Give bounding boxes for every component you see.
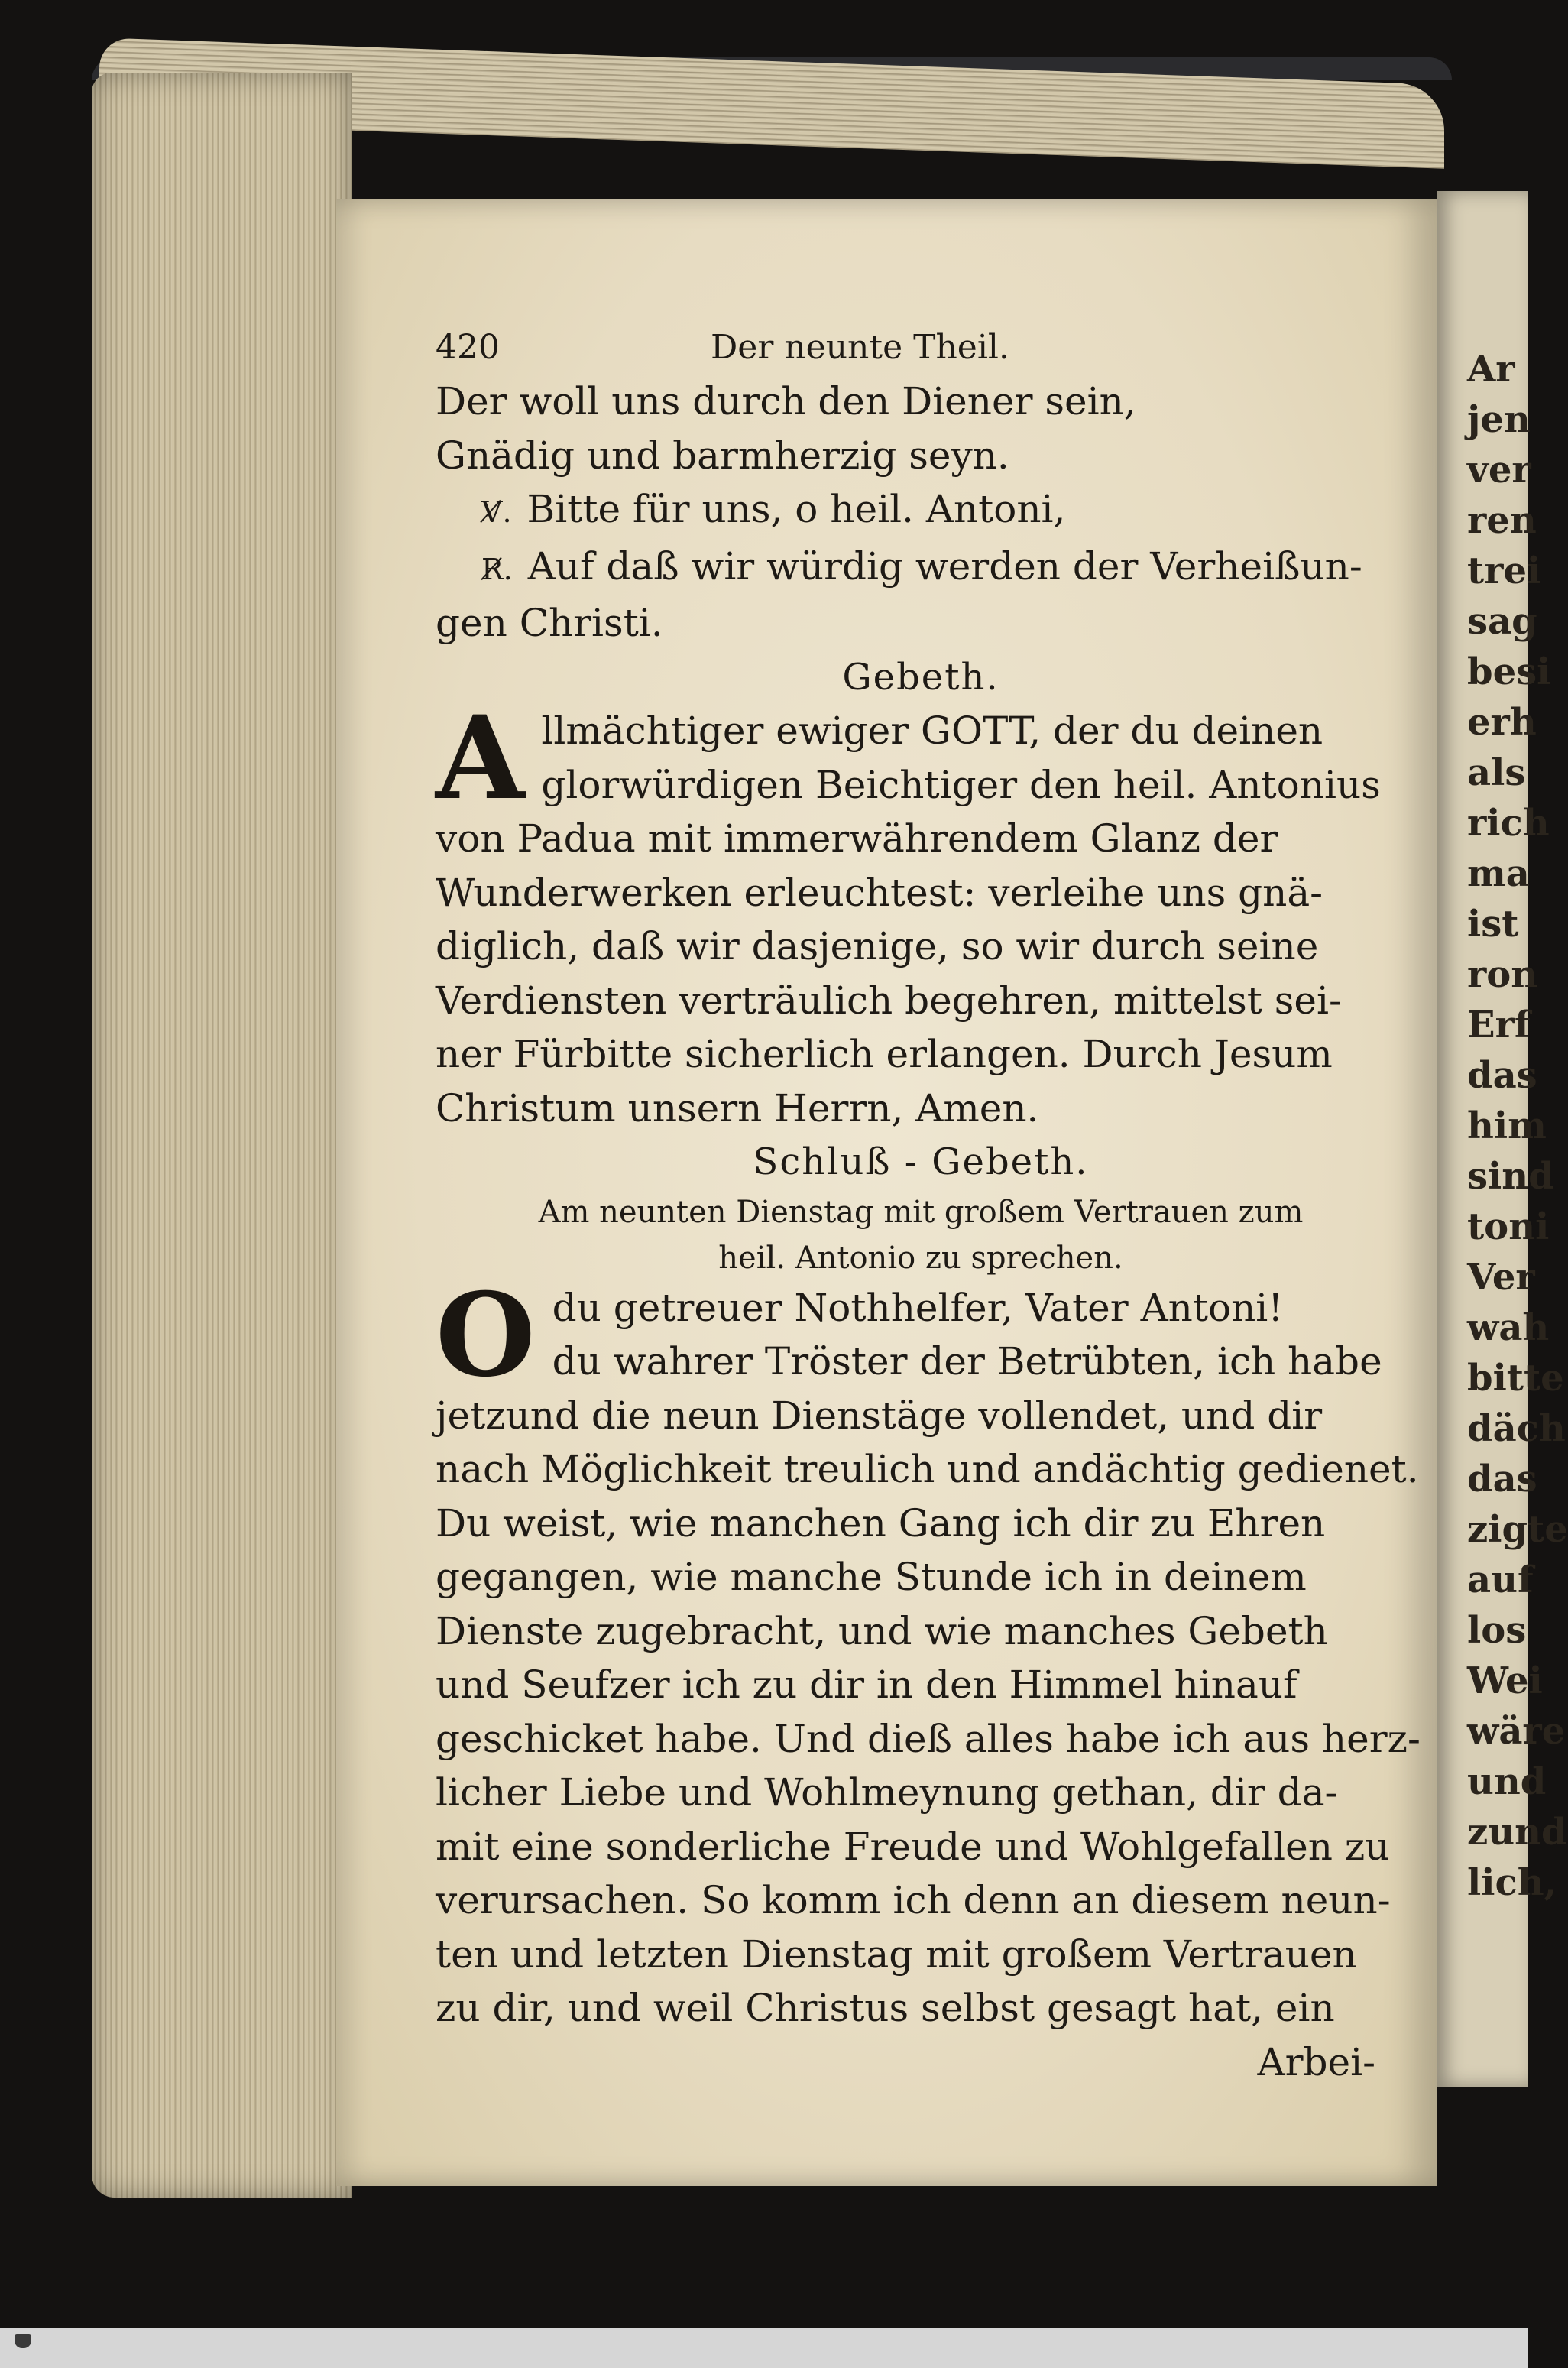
- facing-line: ist: [1467, 903, 1519, 946]
- facing-line: wah: [1467, 1306, 1550, 1349]
- facing-line: wäre: [1467, 1710, 1566, 1753]
- facing-line: lich,: [1467, 1861, 1557, 1904]
- drop-capital: O: [436, 1267, 536, 1403]
- instruction-line: heil. Antonio zu sprechen.: [718, 1240, 1123, 1276]
- library-logo-icon: [8, 2334, 38, 2363]
- response-text: Auf daß wir würdig werden der Verheißun-: [527, 543, 1362, 589]
- facing-line: Erf: [1467, 1004, 1531, 1046]
- prayer-line: nach Möglichkeit treulich und andächtig gedienet.: [436, 1447, 1419, 1491]
- facing-line: zund: [1467, 1811, 1567, 1854]
- text-line: Der woll uns durch den Diener sein,: [436, 379, 1136, 423]
- book-fore-edge: [92, 73, 352, 2198]
- facing-line: trei: [1467, 550, 1541, 592]
- facing-line: und: [1467, 1760, 1547, 1803]
- prayer-line: jetzund die neun Dienstäge vollendet, und dir: [436, 1393, 1323, 1438]
- versicle-line: [436, 482, 1406, 540]
- facing-line: als: [1467, 751, 1526, 794]
- facing-page-text: [1467, 344, 1568, 1908]
- facing-line: das: [1467, 1054, 1537, 1097]
- instruction-line: Am neunten Dienstag mit großem Vertrauen zum: [538, 1194, 1304, 1230]
- facing-line: rich: [1467, 802, 1550, 845]
- facing-line: sag: [1467, 600, 1537, 643]
- prayer-line: Dienste zugebracht, und wie manches Gebeth: [436, 1608, 1328, 1653]
- text-line: Gnädig und barmherzig seyn.: [436, 433, 1009, 478]
- page-header: [436, 321, 1406, 375]
- drop-capital: A: [436, 691, 525, 826]
- facing-line: bitte: [1467, 1357, 1564, 1400]
- prayer-line: von Padua mit immerwährendem Glanz der: [436, 816, 1278, 861]
- facing-line: los: [1467, 1609, 1527, 1652]
- facing-line: besi: [1467, 650, 1551, 693]
- facing-line: him: [1467, 1105, 1547, 1147]
- versicle-mark: V̸.: [481, 495, 512, 529]
- facing-line: erh: [1467, 701, 1537, 744]
- facing-line: ren: [1467, 499, 1537, 542]
- page-text: [436, 321, 1421, 2089]
- prayer-line: licher Liebe und Wohlmeynung gethan, dir da-: [436, 1770, 1338, 1815]
- closing-prayer-heading: Schluß - Gebeth.: [753, 1140, 1089, 1183]
- prayer-heading: Gebeth.: [842, 655, 999, 699]
- facing-line: Wei: [1467, 1659, 1543, 1702]
- prayer-line: zu dir, und weil Christus selbst gesagt hat, ein: [436, 1986, 1335, 2030]
- prayer-line: ner Fürbitte sicherlich erlangen. Durch Jesum: [436, 1032, 1333, 1076]
- facing-line: ver: [1467, 449, 1531, 491]
- prayer-line: du getreuer Nothhelfer, Vater Antoni!: [552, 1285, 1284, 1330]
- facing-line: Ar: [1467, 348, 1515, 391]
- response-line: [436, 540, 1406, 597]
- prayer-line: mit eine sonderliche Freude und Wohlgefallen zu: [436, 1824, 1390, 1869]
- scan-footer-strip: [0, 2328, 1528, 2368]
- facing-line: zigte: [1467, 1508, 1568, 1551]
- prayer-line: glorwürdigen Beichtiger den heil. Antonius: [541, 762, 1381, 807]
- prayer-line: ten und letzten Dienstag mit großem Vertrauen: [436, 1932, 1357, 1977]
- prayer-line: geschicket habe. Und dieß alles habe ich aus herz-: [436, 1716, 1421, 1761]
- closing-prayer-paragraph: [436, 1267, 1421, 2036]
- facing-line: sind: [1467, 1155, 1554, 1198]
- facing-line: toni: [1467, 1205, 1550, 1248]
- facing-line: däch: [1467, 1407, 1566, 1450]
- prayer-line: gegangen, wie manche Stunde ich in deinem: [436, 1555, 1307, 1599]
- prayer-paragraph: [436, 691, 1406, 1135]
- crest-shape: [15, 2334, 31, 2348]
- facing-line: das: [1467, 1458, 1537, 1500]
- page-number: 420: [436, 328, 500, 367]
- prayer-line: und Seufzer ich zu dir in den Himmel hinauf: [436, 1662, 1297, 1707]
- prayer-line: Christum unsern Herrn, Amen.: [436, 1085, 1039, 1130]
- versicle-text: Bitte für uns, o heil. Antoni,: [526, 487, 1066, 531]
- facing-line: Ver: [1467, 1256, 1535, 1299]
- facing-line: ma: [1467, 852, 1530, 895]
- prayer-line: llmächtiger ewiger GOTT, der du deinen: [541, 709, 1323, 753]
- facing-line: jen: [1467, 398, 1531, 441]
- running-head: Der neunte Theil.: [711, 328, 1009, 367]
- response-mark: R̸.: [481, 552, 513, 586]
- text-line: gen Christi.: [436, 601, 663, 645]
- facing-line: auf: [1467, 1559, 1534, 1601]
- prayer-line: verursachen. So komm ich denn an diesem neun-: [436, 1878, 1391, 1922]
- facing-line: ron: [1467, 953, 1538, 996]
- prayer-line: Wunderwerken erleuchtest: verleihe uns gnä-: [436, 870, 1323, 915]
- prayer-line: Du weist, wie manchen Gang ich dir zu Ehren: [436, 1500, 1326, 1546]
- prayer-line: du wahrer Tröster der Betrübten, ich habe: [552, 1339, 1382, 1383]
- catchword: Arbei-: [1257, 2039, 1375, 2084]
- prayer-line: diglich, daß wir dasjenige, so wir durch seine: [436, 924, 1319, 968]
- prayer-line: Verdiensten verträulich begehren, mittelst sei-: [436, 978, 1342, 1023]
